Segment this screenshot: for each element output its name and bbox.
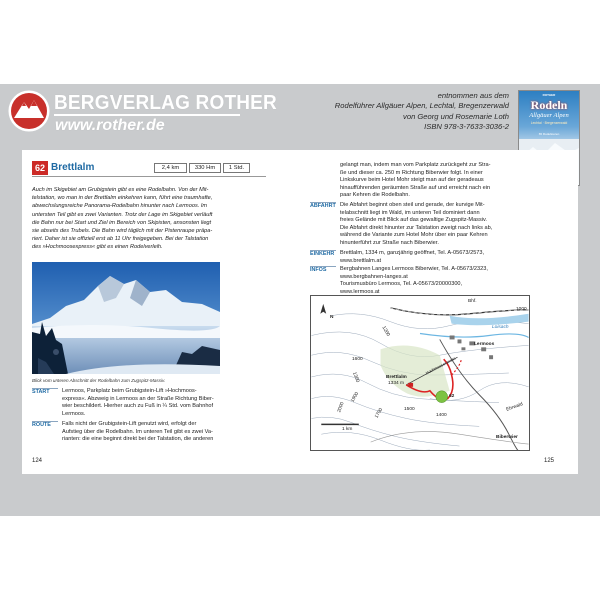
map-labels xyxy=(320,295,540,451)
route-line: rianten: die eine beginnt direkt bei der Talstation, die anderen xyxy=(62,436,214,443)
contour-label: 1500 xyxy=(404,407,415,412)
infos-line: Tourismusbüro Lermoos, Tel. A-05673/20000300, xyxy=(340,281,463,288)
contour-label: 1400 xyxy=(436,413,447,418)
cover-brand: ROTHER xyxy=(542,93,556,97)
page-number: 124 xyxy=(32,458,43,464)
intro-line: telstation, wo man in der Brettlalm einkehren kann, führt eine traumhafte, xyxy=(32,195,213,202)
abfahrt-line: Die Abfahrt direkt hinunter zur Talstation zweigt nach links ab, xyxy=(340,224,493,231)
photo-caption: Blick vom unteren Abschnitt der Rodelbahn zum Zugspitz-Massiv. xyxy=(32,378,166,383)
cover-title: Rodeln xyxy=(530,98,568,112)
north-label: N xyxy=(330,315,334,320)
infos-text xyxy=(340,266,552,296)
continuation-line: paar Kehren die Rodelbahn. xyxy=(340,192,410,199)
intro-line: riert. Daher ist sie offiziell erst ab 11 Uhr freigegeben. Bei der Talstation xyxy=(32,236,209,243)
map-label-loisach: Loisach xyxy=(492,325,509,330)
map-label-hochmoosexpress: Hochmoosexpress xyxy=(424,355,457,376)
continuation-line: ße und dieser ca. 250 m Richtung Biberwier folgt. In einer xyxy=(340,169,483,176)
stat-elevation: 330 Hm xyxy=(189,163,221,173)
stat-distance: 2,4 km xyxy=(154,163,187,173)
infos-line[interactable]: www.bergbahnen-langes.at xyxy=(340,273,408,280)
abfahrt-line: Die Abfahrt beginnt oben steil und gerade, der kurvige Mit- xyxy=(340,202,485,208)
start-line: wier beschildert. Hierher auch zu Fuß in ¼ Std. vom Bahnhof xyxy=(62,403,214,410)
einkehr-text xyxy=(340,250,552,265)
einkehr-line[interactable]: www.brettlalm.at xyxy=(340,257,382,264)
left-page xyxy=(22,150,300,474)
abfahrt-label: ABFAHRT xyxy=(310,203,336,209)
abfahrt-line: während die Variante zum Hotel Mohr über ein paar Kehren xyxy=(340,232,488,239)
start-label: START xyxy=(32,388,58,397)
cover-tagline: 65 Rodeltouren xyxy=(538,132,560,136)
contour-label: 1700 xyxy=(374,407,385,420)
start-line: Lermoos, Parkplatz beim Grubigstein-Lift »Hochmoos- xyxy=(62,388,197,394)
start-text xyxy=(62,388,274,418)
source-note xyxy=(279,91,509,133)
page-number: 125 xyxy=(543,458,554,464)
cover-subtitle: Allgäuer Alpen xyxy=(529,112,569,119)
contour-label: 2000 xyxy=(337,401,346,414)
scale-label: 1 km xyxy=(342,427,353,432)
route-label: ROUTE xyxy=(32,421,58,430)
stat-time: 1 Std. xyxy=(223,163,250,173)
map-label-ehrwald: Ehrwald xyxy=(505,402,524,413)
mountain-photo xyxy=(32,262,220,374)
start-line: Lermoos. xyxy=(62,410,86,417)
publisher-rule xyxy=(54,114,240,116)
route-marker-label: 62 xyxy=(449,394,455,399)
intro-line: sie abseits des Trubels. Die Bahn wird täglich mit der Pistenraupe präpa- xyxy=(32,228,213,235)
header-divider xyxy=(32,176,266,177)
intro-line: die Bahn nur bei Start und Ziel im Bereich von Skipisten, ansonsten liegt xyxy=(32,219,212,226)
einkehr-line: Brettlalm, 1334 m, ganzjährig geöffnet, Tel. A-05673/2573, xyxy=(340,250,485,256)
contour-label: 1300 xyxy=(351,371,360,384)
map-label-bhf: Bhf. xyxy=(468,299,477,304)
continuation-line: gelangt man, indem man vom Parkplatz zurückgeht zur Stra- xyxy=(340,162,491,168)
publisher-emblem-icon xyxy=(8,88,50,134)
contour-label: 1900 xyxy=(350,391,361,404)
route-line: Falls nicht der Grubigstein-Lift genutzt wird, erfolgt der xyxy=(62,421,197,427)
intro-paragraph xyxy=(32,186,266,252)
abfahrt-line: telabschnitt liegt im Wald, im unteren Teil dominiert dann xyxy=(340,209,480,216)
route-title: Brettlalm xyxy=(51,162,95,173)
contour-label: 1200 xyxy=(380,325,391,338)
publisher-website-link[interactable]: www.rother.de xyxy=(55,117,165,134)
map-label-brettlalm: Brettlalm xyxy=(386,375,407,380)
infos-line: Bergbahnen Langes Lermoos Biberwier, Tel. A-05673/2323, xyxy=(340,266,488,272)
map-label-biberwier: Biberwier xyxy=(496,435,518,440)
infos-label: INFOS xyxy=(310,266,336,275)
source-line: Rodelführer Allgäuer Alpen, Lechtal, Bregenzerwald xyxy=(334,101,509,111)
source-line: entnommen aus dem xyxy=(437,91,509,100)
source-line: ISBN 978-3-7633-3036-2 xyxy=(424,122,509,132)
source-line: von Georg und Rosemarie Loth xyxy=(403,111,509,121)
route-text xyxy=(62,421,274,444)
route-number-badge: 62 xyxy=(32,161,48,175)
einkehr-label: EINKEHR xyxy=(310,251,335,257)
abfahrt-line: freies Gelände mit Blick auf das gewaltige Zugspitz-Massiv. xyxy=(340,217,487,224)
contour-label: 1600 xyxy=(352,357,363,362)
contour-label: 1000 xyxy=(516,307,527,312)
continuation-line: Linkskurve beim Hotel Mohr steigt man auf der geradeaus xyxy=(340,177,484,184)
abfahrt-line: hinunterführt zur Straße nach Biberwier. xyxy=(340,239,439,246)
publisher-name: BERGVERLAG ROTHER xyxy=(54,92,277,115)
infos-line[interactable]: www.lermoos.at xyxy=(340,288,380,295)
intro-line: untersten Teil gibt es zwei Varianten. Trotz der Lage im Skigebiet verläuft xyxy=(32,211,213,218)
map-label-brettlalm-elev: 1334 m xyxy=(388,381,404,386)
start-line: express«. Abzweig in Lermoos an der Straße Richtung Biber- xyxy=(62,395,214,402)
route-header xyxy=(32,161,266,175)
abfahrt-text xyxy=(340,202,552,248)
intro-line: des »Hochmoosexpress« gibt es einen Rodelverleih. xyxy=(32,244,163,251)
map-label-lermoos: Lermoos xyxy=(474,342,495,347)
route-line: Aufstieg über die Rodelbahn. Im unteren Teil gibt es zwei Va- xyxy=(62,428,213,435)
intro-line: abwechslungsreiche Panorama-Rodelbahn hinunter nach Lermoos. Im xyxy=(32,203,208,210)
continuation-line: hinaufführenden geräumten Straße auf und erreicht nach ein xyxy=(340,184,491,191)
intro-line: Auch im Skigebiet am Grubigstein gibt es eine Rodelbahn. Von der Mit- xyxy=(32,187,209,193)
route-continuation xyxy=(310,162,558,200)
cover-subtitle-2: Lechtal · Bregenzerwald xyxy=(530,121,568,125)
